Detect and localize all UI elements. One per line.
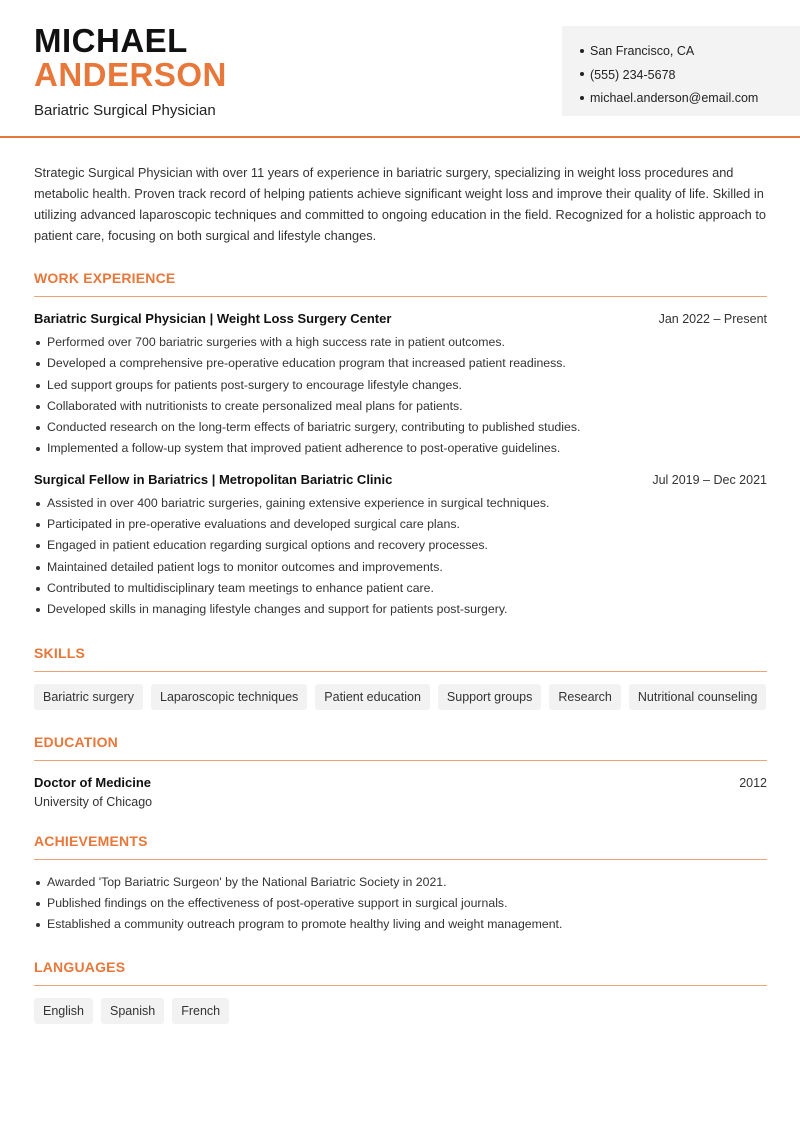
achievement-bullet: Published findings on the effectiveness of post-operative support in surgical journals. [34, 893, 767, 914]
education-year: 2012 [739, 775, 767, 790]
contact-email-text[interactable]: michael.anderson@email.com [590, 91, 759, 105]
contact-phone [580, 64, 782, 88]
job-role: Surgical Fellow in Bariatrics | Metropolitan Bariatric Clinic [34, 471, 393, 487]
section-title-work: WORK EXPERIENCE [34, 270, 767, 297]
job-bullet: Developed skills in managing lifestyle changes and support for patients post-surgery. [34, 599, 767, 620]
name-block [34, 24, 227, 119]
section-title-skills: SKILLS [34, 645, 767, 672]
summary: Strategic Surgical Physician with over 11 years of experience in bariatric surgery, specializing in weight loss procedures and metabolic health. Proven track record of helping patients achieve significant weight loss and improve their quality of life. Skilled in utilizing advanced laparoscopic techniques and committed to ongoing education in the field. Recognized for a holistic approach to patient care, focusing on both surgical and lifestyle changes. [34, 165, 767, 243]
language-tag: English [34, 998, 93, 1024]
job-bullet: Assisted in over 400 bariatric surgeries, gaining extensive experience in surgical techniques. [34, 493, 767, 514]
language-tag: Spanish [101, 998, 164, 1024]
section-title-education: EDUCATION [34, 734, 767, 761]
job-entry [34, 311, 767, 460]
achievement-bullets [34, 872, 767, 936]
education-header [34, 775, 767, 790]
education-entry [34, 775, 767, 809]
job-bullets [34, 493, 767, 621]
job-header [34, 472, 767, 487]
section-title-achievements: ACHIEVEMENTS [34, 833, 767, 860]
job-bullet: Maintained detailed patient logs to monitor outcomes and improvements. [34, 557, 767, 578]
job-bullets [34, 332, 767, 460]
skill-tag: Patient education [315, 684, 430, 710]
job-bullet: Contributed to multidisciplinary team meetings to enhance patient care. [34, 578, 767, 599]
contact-location [580, 40, 782, 64]
job-bullet: Participated in pre-operative evaluations and developed surgical care plans. [34, 514, 767, 535]
job-bullet: Conducted research on the long-term effects of bariatric surgery, contributing to published studies. [34, 417, 767, 438]
job-bullet: Led support groups for patients post-surgery to encourage lifestyle changes. [34, 375, 767, 396]
job-role: Bariatric Surgical Physician | Weight Loss Surgery Center [34, 311, 392, 326]
job-title: Bariatric Surgical Physician [34, 102, 216, 119]
contact-email [580, 87, 782, 111]
job-dates: Jan 2022 – Present [658, 312, 767, 326]
skill-tag: Bariatric surgery [34, 684, 143, 710]
education-degree: Doctor of Medicine [34, 774, 152, 790]
skills-tags [34, 684, 767, 710]
skill-tag: Laparoscopic techniques [151, 684, 307, 710]
bullet-icon [580, 72, 584, 76]
language-tags [34, 998, 767, 1024]
contact-box [562, 26, 800, 116]
job-bullet: Engaged in patient education regarding surgical options and recovery processes. [34, 535, 767, 556]
skill-tag: Nutritional counseling [629, 684, 767, 710]
last-name: ANDERSON [34, 56, 227, 93]
resume-header [0, 0, 800, 138]
skill-tag: Support groups [438, 684, 541, 710]
section-title-languages: LANGUAGES [34, 959, 767, 986]
achievement-bullet: Awarded 'Top Bariatric Surgeon' by the National Bariatric Society in 2021. [34, 872, 767, 893]
achievement-bullet: Established a community outreach program to promote healthy living and weight management. [34, 914, 767, 935]
job-dates: Jul 2019 – Dec 2021 [652, 472, 767, 487]
bullet-icon [580, 96, 584, 100]
first-name: MICHAEL [34, 22, 188, 59]
education-school: University of Chicago [34, 794, 153, 809]
language-tag: French [172, 998, 229, 1024]
skill-tag: Research [549, 684, 621, 710]
resume-content [34, 162, 767, 1024]
job-bullet: Performed over 700 bariatric surgeries with a high success rate in patient outcomes. [34, 332, 767, 353]
contact-location-text: San Francisco, CA [590, 44, 695, 58]
job-bullet: Implemented a follow-up system that improved patient adherence to post-operative guidelines. [34, 438, 767, 459]
job-bullet: Collaborated with nutritionists to create personalized meal plans for patients. [34, 396, 767, 417]
job-bullet: Developed a comprehensive pre-operative education program that increased patient readiness. [34, 353, 767, 374]
job-header [34, 311, 767, 326]
bullet-icon [580, 49, 584, 53]
contact-phone-text: (555) 234-5678 [590, 67, 676, 82]
job-entry [34, 472, 767, 621]
